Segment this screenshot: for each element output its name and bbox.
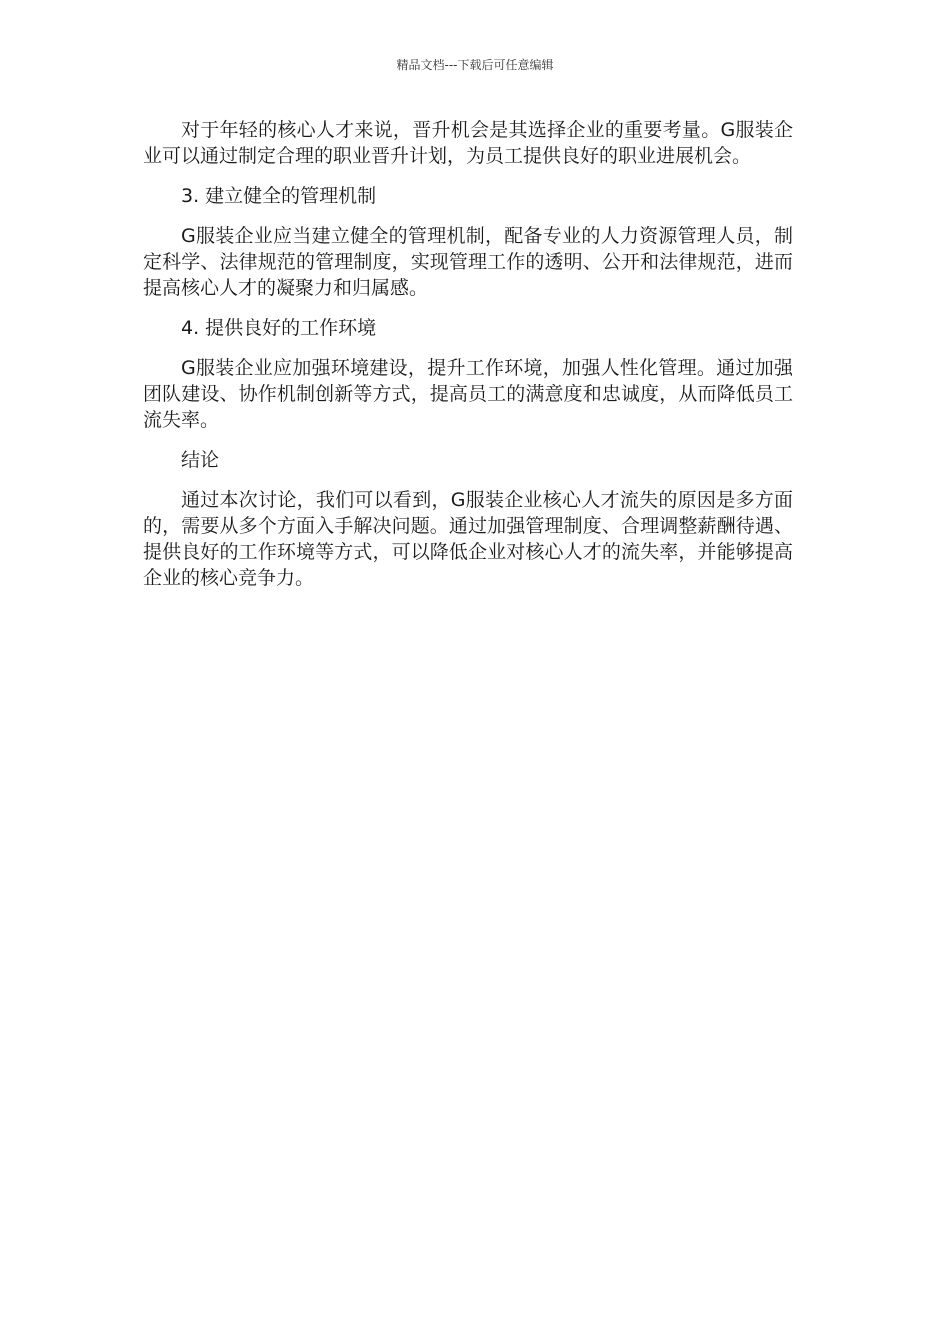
document-body [143, 117, 793, 605]
paragraph-management: G服装企业应当建立健全的管理机制，配备专业的人力资源管理人员，制定科学、法律规范的管理制度，实现管理工作的透明、公开和法律规范，进而提高核心人才的凝聚力和归属感。 [143, 225, 793, 299]
section-heading-environment: 4. 提供良好的工作环境 [181, 317, 377, 339]
section-heading-management: 3. 建立健全的管理机制 [181, 185, 377, 207]
paragraph-conclusion: 通过本次讨论，我们可以看到，G服装企业核心人才流失的原因是多方面的，需要从多个方面入手解决问题。通过加强管理制度、合理调整薪酬待遇、提供良好的工作环境等方式，可以降低企业对核心人才的流失率，并能够提高企业的核心竞争力。 [143, 489, 793, 589]
page-header: 精品文档---下载后可任意编辑 [396, 58, 554, 72]
paragraph-environment: G服装企业应加强环境建设，提升工作环境，加强人性化管理。通过加强团队建设、协作机制创新等方式，提高员工的满意度和忠诚度，从而降低员工流失率。 [143, 357, 793, 431]
paragraph-promotion: 对于年轻的核心人才来说，晋升机会是其选择企业的重要考量。G服装企业可以通过制定合理的职业晋升计划，为员工提供良好的职业进展机会。 [143, 119, 793, 167]
section-heading-conclusion: 结论 [181, 449, 220, 471]
